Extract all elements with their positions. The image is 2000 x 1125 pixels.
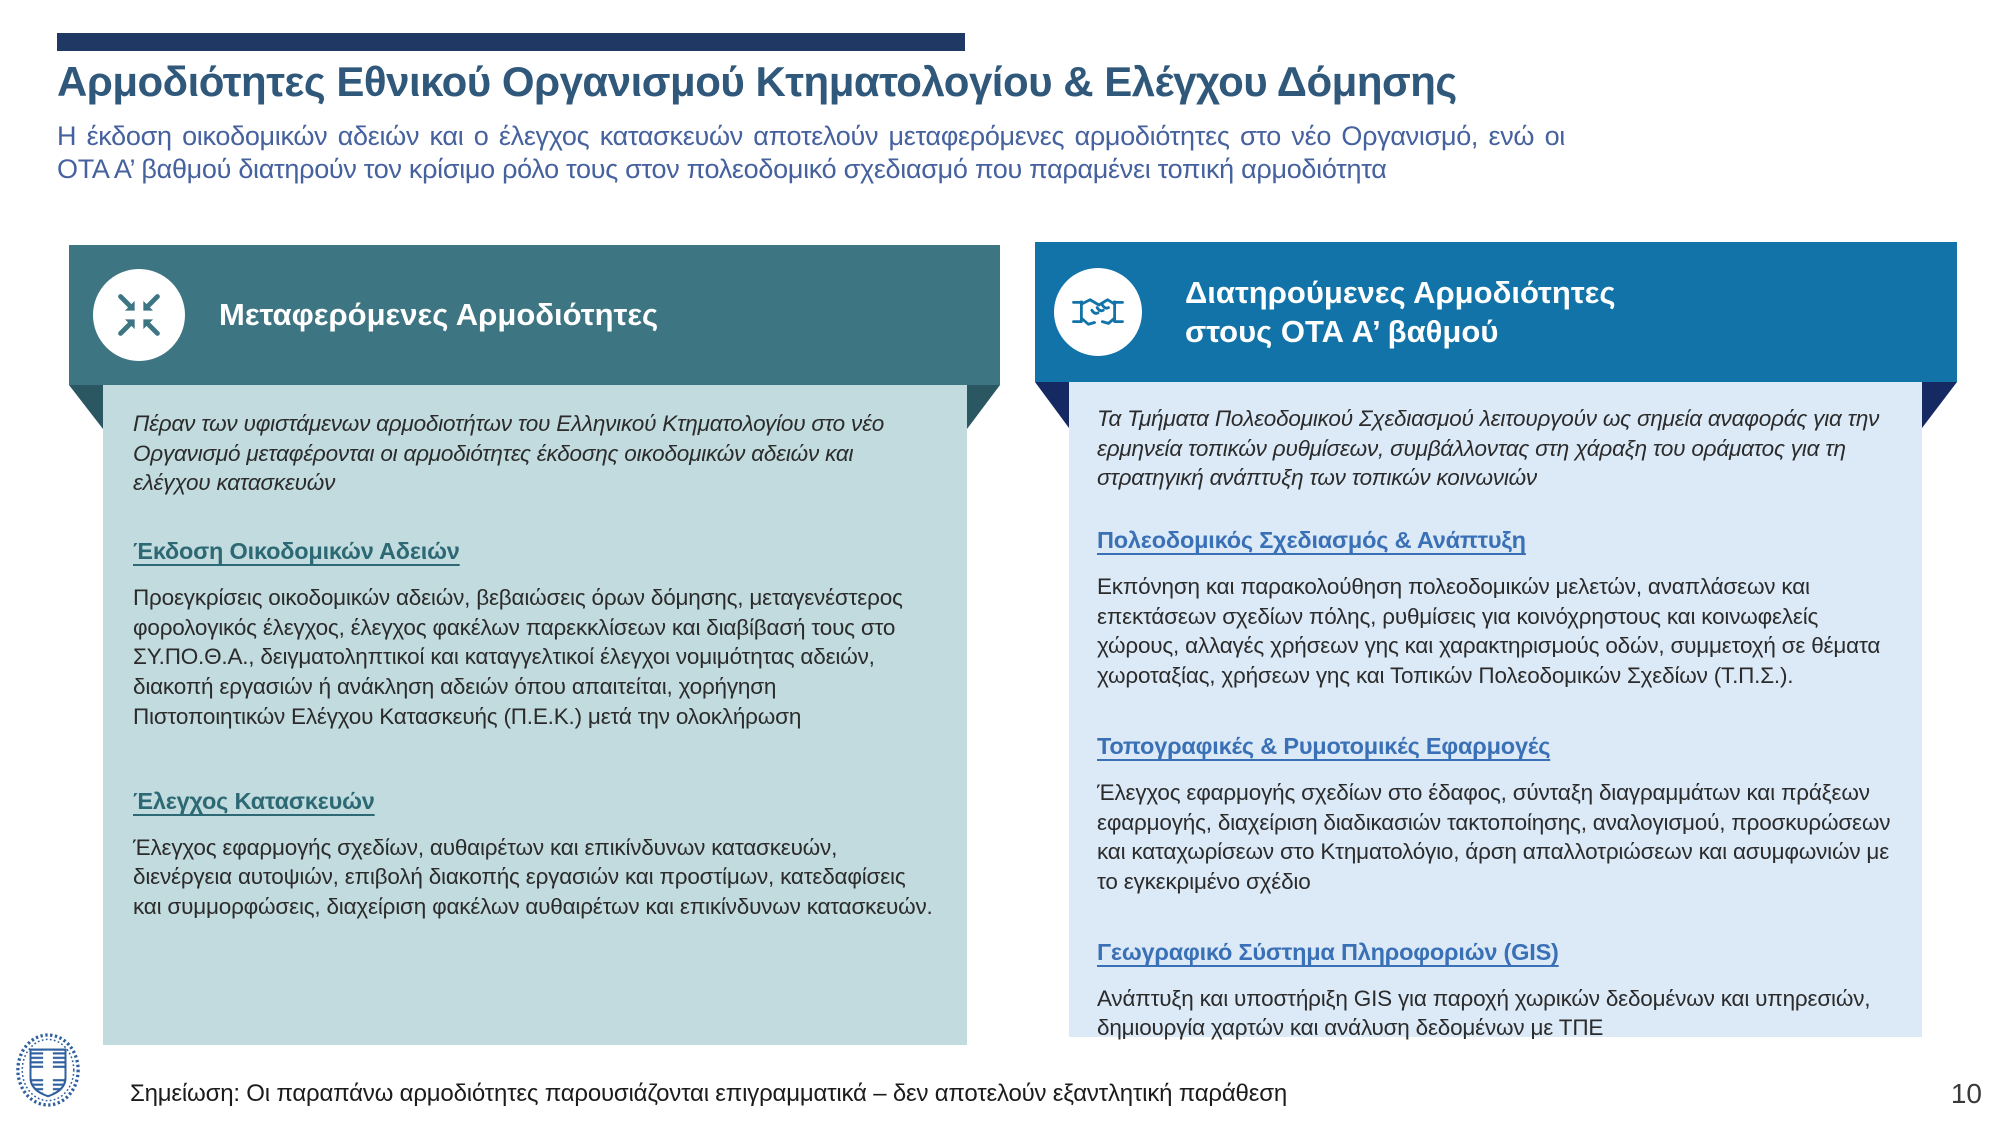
transferred-panel-body xyxy=(103,385,967,1045)
transferred-panel-header xyxy=(69,245,1000,385)
section-heading-construction-control: Έλεγχος Κατασκευών xyxy=(133,787,375,814)
section-body-gis: Ανάπτυξη και υποστήριξη GIS για παροχή χωρικών δεδομένων και υπηρεσιών, δημιουργία χαρτών και ανάλυση δεδομένων με ΤΠΕ xyxy=(1097,985,1871,1041)
top-accent-bar xyxy=(57,33,965,51)
section-body-topographic: Έλεγχος εφαρμογής σχεδίων στο έδαφος, σύνταξη διαγραμμάτων και πράξεων εφαρμογής, διαχείριση διαδικασιών τακτοποίησης, αναλογισμού, προσκυρώσεων και καταχωρίσεων στο Κτηματολόγιο, άρση απαλλοτριώσεων και ασυμφωνιών με το εγκεκριμένο σχέδιο xyxy=(1097,779,1891,894)
retained-intro: Τα Τμήματα Πολεοδομικού Σχεδιασμού λειτουργούν ως σημεία αναφοράς για την ερμηνεία τοπικών ρυθμίσεων, συμβάλλοντας στη χάραξη του οράματος για τη στρατηγική ανάπτυξη των τοπικών κοινωνιών xyxy=(1097,406,1880,491)
retained-panel-title-line1: Διατηρούμενες Αρμοδιότητες xyxy=(1185,274,1616,310)
section-heading-building-permits: Έκδοση Οικοδομικών Αδειών xyxy=(133,538,460,565)
section-heading-urban-planning: Πολεοδομικός Σχεδιασμός & Ανάπτυξη xyxy=(1097,527,1526,554)
transferred-intro: Πέραν των υφιστάμενων αρμοδιοτήτων του Ελληνικού Κτηματολογίου στο νέο Οργανισμό μεταφέρονται οι αρμοδιότητες έκδοσης οικοδομικών αδειών και ελέγχου κατασκευών xyxy=(133,411,885,496)
section-body-construction-control: Έλεγχος εφαρμογής σχεδίων, αυθαιρέτων και επικίνδυνων κατασκευών, διενέργεια αυτοψιών, επιβολή διακοπής εργασιών και προστίμων, κατεδαφίσεις και συμμορφώσεις, διαχείριση φακέλων αυθαιρέτων και επικίνδυνων κατασκευών. xyxy=(133,834,933,919)
ribbon-fold xyxy=(1922,382,1957,428)
ribbon-fold xyxy=(967,385,1000,429)
ribbon-fold xyxy=(69,385,103,429)
handshake-icon xyxy=(1054,268,1142,356)
section-body-urban-planning: Εκπόνηση και παρακολούθηση πολεοδομικών μελετών, αναπλάσεων και επεκτάσεων σχεδίων πόλης, ρυθμίσεις για κοινόχρηστους και κοινωφελείς χώρους, αλλαγές χρήσεων γης και χαρακτηρισμούς οδών, συμμετοχή σε θέματα χωροταξίας, χρήσεων γης και Τοπικών Πολεοδομικών Σχεδίων (Τ.Π.Σ.). xyxy=(1097,574,1881,689)
retained-panel-title xyxy=(1185,273,1616,352)
section-heading-gis: Γεωγραφικό Σύστημα Πληροφοριών (GIS) xyxy=(1097,938,1559,965)
page-subtitle: Η έκδοση οικοδομικών αδειών και ο έλεγχος κατασκευών αποτελούν μεταφερόμενες αρμοδιότητες στο νέο Οργανισμό, ενώ οι ΟΤΑ Α’ βαθμού διατηρούν τον κρίσιμο ρόλο τους στον πολεοδομικό σχεδιασμό που παραμένει τοπική αρμοδιότητα xyxy=(57,121,1565,185)
section-body-building-permits: Προεγκρίσεις οικοδομικών αδειών, βεβαιώσεις όρων δόμησης, μεταγενέστερος φορολογικός έλεγχος, έλεγχος φακέλων παρεκκλίσεων και διαβίβασή τους στο ΣΥ.ΠΟ.Θ.Α., δειγματοληπτικοί και καταγγελτικοί έλεγχοι νομιμότητας αδειών, διακοπή εργασιών ή ανάκληση αδειών όπου απαιτείται, χορήγηση Πιστοποιητικών Ελέγχου Κατασκευής (Π.Ε.Κ.) μετά την ολοκλήρωση xyxy=(133,585,903,729)
retained-panel-title-line2: στους ΟΤΑ Α’ βαθμού xyxy=(1185,314,1499,349)
compress-arrows-icon xyxy=(93,269,185,361)
retained-panel-body xyxy=(1069,382,1922,1041)
page-number: 10 xyxy=(1950,1078,1982,1109)
section-heading-topographic: Τοπογραφικές & Ρυμοτομικές Εφαρμογές xyxy=(1097,732,1551,759)
hellenic-republic-emblem-logo xyxy=(14,1024,82,1116)
retained-panel-header xyxy=(1035,242,1957,382)
transferred-panel-title: Μεταφερόμενες Αρμοδιότητες xyxy=(219,297,659,333)
footer-note: Σημείωση: Οι παραπάνω αρμοδιότητες παρουσιάζονται επιγραμματικά – δεν αποτελούν εξαντλητική παράθεση xyxy=(130,1080,1287,1107)
ribbon-fold xyxy=(1035,382,1069,428)
page-title: Αρμοδιότητες Εθνικού Οργανισμού Κτηματολογίου & Ελέγχου Δόμησης xyxy=(57,58,1457,105)
